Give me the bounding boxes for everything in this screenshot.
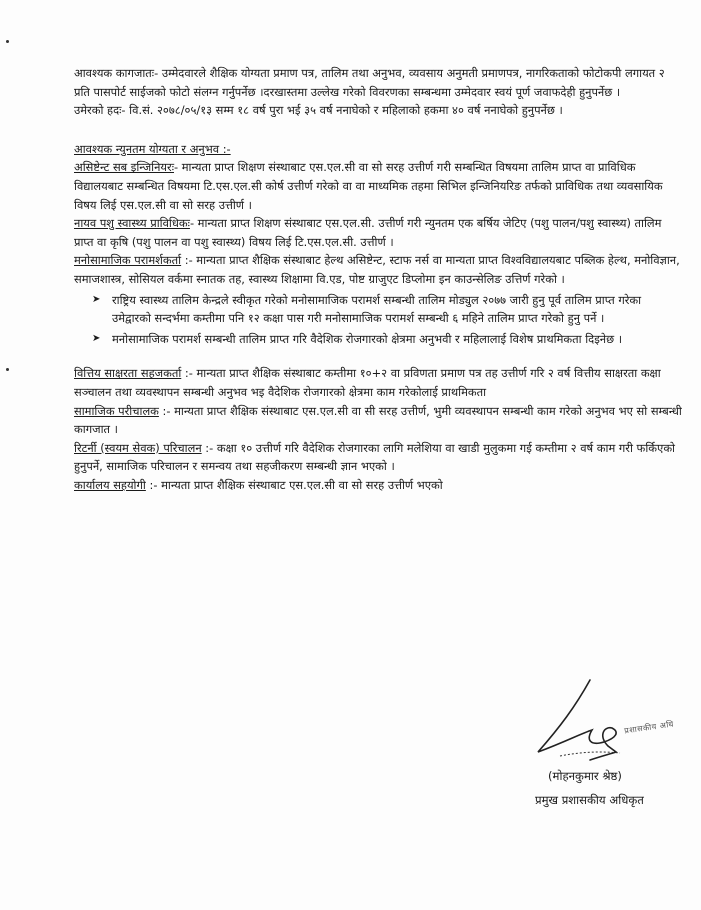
position-requirement: - मान्यता प्राप्त शिक्षण संस्थाबाट एस.एल.सी. उत्तीर्ण गरी न्युनतम एक बर्षिय जेटिए (पशु पालन/पशु स्वास्थ्य) तालिम प्राप्त वा कृषि (पशु पालन वा पशु स्वास्थ्य) विषय लिई टि.एस.एल.सी. उत्तीर्ण ।	[74, 216, 662, 249]
section-heading: आवश्यक न्युनतम योग्यता र अनुभव :-	[74, 141, 231, 156]
note-item: ➤ मनोसामाजिक परामर्श सम्बन्धी तालिम प्राप्त गरि वैदेशिक रोजगारको क्षेत्रमा अनुभवी र महिलालाई विशेष प्राथमिकता दिइनेछ ।	[92, 330, 682, 349]
position-livestock-technician	[74, 214, 682, 251]
note-item: ➤ राष्ट्रिय स्वास्थ्य तालिम केन्द्रले स्वीकृत गरेको मनोसामाजिक परामर्श सम्बन्धी तालिम मोड्युल २०७७ जारी हुनु पूर्व तालिम प्राप्त गरेका उमेद्वारको सन्दर्भमा कम्तीमा पनि १२ कक्षा पास गरी मनोसामाजिक परामर्श सम्बन्धी ६ महिने तालिम प्राप्त गरेको हुनु पर्ने ।	[92, 292, 642, 326]
signatory-name: (मोहनकुमार श्रेष्ठ)	[548, 769, 622, 783]
position-title: वित्तिय साक्षरता सहजकर्ता	[74, 366, 182, 381]
arrow-bullet-icon: ➤	[92, 293, 101, 305]
position-returnee-volunteer	[74, 439, 682, 476]
position-office-assistant	[74, 476, 682, 495]
position-title: रिटर्नी (स्वयम सेवक) परिचालन	[74, 440, 202, 455]
position-title: असिष्टेन्ट सब इन्जिनियरः	[74, 160, 174, 175]
position-requirement: :- कक्षा १० उत्तीर्ण गरि वैदेशिक रोजगारका लागि मलेशिया वा खाडी मुलुकमा गई कम्तीमा २ वर्ष काम गरी फर्किएको हुनुपर्ने, सामाजिक परिचालन र समन्वय तथा सहजीकरण सम्बन्धी ज्ञान भएको ।	[74, 440, 676, 474]
required-documents-paragraph: आवश्यक कागजातः- उम्मेदवारले शैक्षिक योग्यता प्रमाण पत्र, तालिम तथा अनुभव, व्यवसाय अनुमती प्रमाणपत्र, नागरिकताको फोटोकपी लगायत २ प्रति पासपोर्ट साईजको फोटो संलग्न गर्नुपर्नेछ ।दरखास्तमा उल्लेख गरेको विवरणका सम्बन्धमा उम्मेदवार स्वयं पूर्ण जवाफदेही हुनुपर्नेछ ।	[74, 66, 665, 99]
position-title: कार्यालय सहयोगी	[74, 477, 146, 492]
scan-speck	[6, 40, 9, 43]
position-psychosocial-counsellor	[74, 251, 682, 288]
office-stamp-text: प्रशासकीय अधि	[623, 719, 675, 736]
position-requirement: :- मान्यता प्राप्त शैक्षिक संस्थाबाट हेल्थ असिष्टेन्ट, स्टाफ नर्स वा मान्यता प्राप्त विश्वविद्यालयबाट पब्लिक हेल्थ, मनोविज्ञान, समाजशास्त्र, सोसियल वर्कमा स्नातक तह, स्वास्थ्य शिक्षामा वि.एड, पोष्ट ग्राजुएट डिप्लोमा इन काउन्सेलिङ उत्तिर्ण गरेको ।	[74, 253, 680, 286]
position-social-mobilizer	[74, 402, 682, 439]
document-body	[74, 64, 682, 494]
scan-speck	[6, 368, 9, 371]
position-requirement: - मान्यता प्राप्त शिक्षण संस्थाबाट एस.एल.सी वा सो सरह उत्तीर्ण गरी सम्बन्धित विषयमा तालिम प्राप्त वा प्राविधिक विद्यालयबाट सम्बन्धित विषयमा टि.एस.एल.सी कोर्ष उत्तीर्ण गरेको वा वा माध्यमिक तहमा सिभिल इन्जिनियरिङ तर्फको प्राविधिक तथा व्यवसायिक विषय लिई एस.एल.सी वा सो सरह उत्तीर्ण ।	[74, 160, 663, 212]
signature-block	[520, 672, 700, 812]
position-title: मनोसामाजिक परामर्शकर्ता	[74, 253, 182, 268]
age-limit-paragraph: उमेरको हदः- वि.सं. २०७८/०५/१३ सम्म १८ वर्ष पुरा भई ३५ वर्ष ननाघेको र महिलाको हकमा ४० वर्ष ननाघेको हुनुपर्नेछ ।	[74, 103, 563, 118]
position-requirement: :- मान्यता प्राप्त शैक्षिक संस्थाबाट एस.एल.सी वा सो सरह उत्तीर्ण भएको	[145, 477, 443, 492]
arrow-bullet-icon: ➤	[92, 332, 101, 344]
position-title: नायव पशु स्वास्थ्य प्राविधिकः	[74, 216, 190, 231]
position-assistant-sub-engineer	[74, 158, 682, 214]
position-financial-literacy-facilitator	[74, 364, 682, 401]
position-title: सामाजिक परीचालक	[74, 403, 159, 418]
counsellor-notes-list	[74, 291, 682, 349]
position-requirement: :- मान्यता प्राप्त शैक्षिक संस्थाबाट एस.एल.सी वा सी सरह उत्तीर्ण, भुमी व्यवस्थापन सम्बन्धी काम गरेको अनुभव भए सो सम्बन्धी कागजात ।	[74, 403, 682, 437]
position-requirement: :- मान्यता प्राप्त शैक्षिक संस्थाबाट कम्तीमा १०+२ वा प्रविणता प्रमाण पत्र तह उत्तीर्ण गरि २ वर्ष वित्तीय साक्षरता कक्षा सञ्चालन तथा व्यवस्थापन सम्बन्धी अनुभव भइ वैदेशिक रोजगारको क्षेत्रमा काम गरेकोलाई प्राथमिकता	[74, 366, 661, 399]
signatory-title: प्रमुख प्रशासकीय अधिकृत	[535, 793, 644, 807]
